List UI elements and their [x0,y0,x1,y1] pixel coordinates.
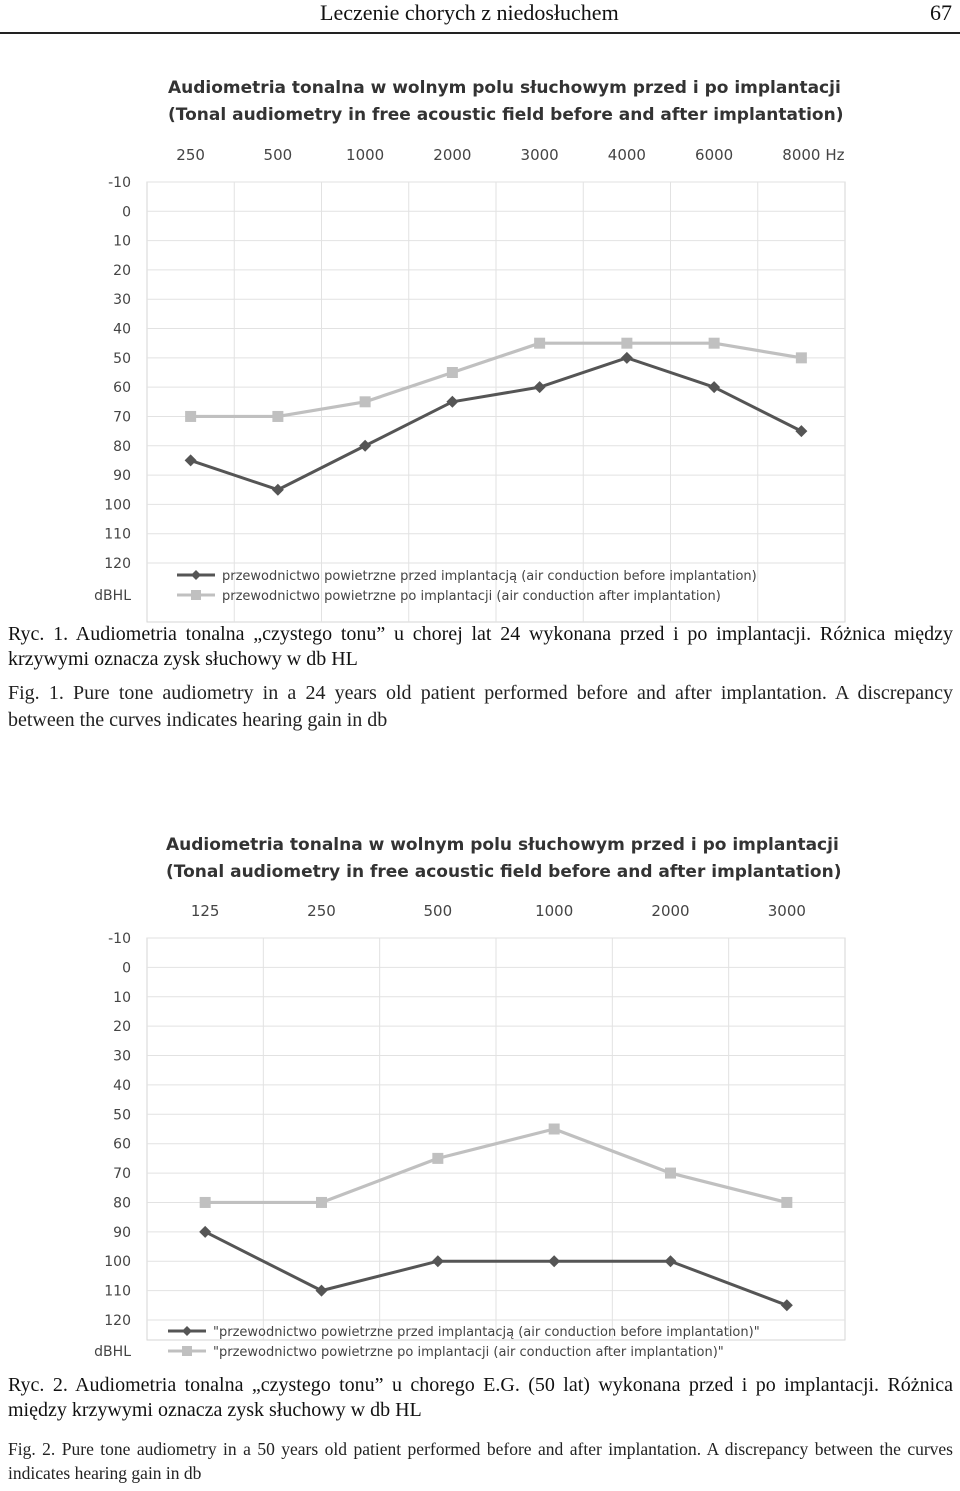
legend-label: "przewodnictwo powietrzne po implantacji (air conduction after implantation)" [213,1345,724,1360]
data-point-after [200,1197,211,1208]
y-tick-label: 0 [122,204,131,221]
legend-label: przewodnictwo powietrzne po implantacji (air conduction after implantation) [222,589,721,604]
y-tick-label: 60 [113,1136,131,1153]
x-tick-label: 2000 [651,902,690,920]
data-point-after [272,411,283,422]
y-tick-label: 70 [113,1166,131,1183]
y-tick-label: 80 [113,1195,131,1212]
data-point-after [432,1153,443,1164]
legend-label: przewodnictwo powietrzne przed implantacją (air conduction before implantation) [222,569,757,584]
x-tick-label: 500 [263,146,293,164]
running-title: Leczenie chorych z niedosłuchem [320,0,619,25]
y-tick-label: 120 [104,1313,131,1329]
y-axis-label: dBHL [94,1344,131,1360]
x-unit-label: Hz [825,146,845,164]
data-point-after [796,352,807,363]
y-tick-label: 20 [113,262,131,279]
data-point-after [665,1168,676,1179]
legend-swatch-marker [182,1346,192,1356]
y-tick-label: 50 [113,1107,131,1124]
y-tick-label: 50 [113,350,131,367]
figure-1-caption-en: Fig. 1. Pure tone audiometry in a 24 years old patient performed before and after implantation. A discrepancy between the curves indicates hearing gain in db [8,682,953,731]
y-tick-label: 10 [113,233,131,250]
data-point-after [549,1124,560,1135]
legend-swatch-marker [191,590,201,600]
chart-title: Audiometria tonalna w wolnym polu słuchowym przed i po implantacji [166,835,839,855]
y-tick-label: 40 [113,321,131,338]
y-tick-label: 10 [113,989,131,1006]
data-point-after [185,411,196,422]
data-point-after [534,338,545,349]
x-tick-label: 3000 [767,902,806,920]
chart-subtitle: (Tonal audiometry in free acoustic field before and after implantation) [166,862,842,882]
y-tick-label: 80 [113,438,131,455]
x-tick-label: 500 [423,902,453,920]
y-tick-label: 40 [113,1077,131,1094]
y-tick-label: 60 [113,380,131,397]
y-tick-label: 110 [104,526,131,543]
data-point-after [316,1197,327,1208]
x-tick-label: 1000 [346,146,385,164]
data-point-after [781,1197,792,1208]
y-tick-label: 30 [113,1048,131,1065]
x-tick-label: 8000 [782,146,821,164]
chart-title: Audiometria tonalna w wolnym polu słuchowym przed i po implantacji [168,78,841,98]
audiogram-chart-1 [0,60,960,615]
y-tick-label: 70 [113,409,131,426]
x-tick-label: 1000 [535,902,574,920]
x-tick-label: 3000 [520,146,559,164]
y-axis-label: dBHL [94,588,131,604]
x-tick-label: 2000 [433,146,472,164]
data-point-after [709,338,720,349]
y-tick-label: 0 [122,960,131,977]
data-point-after [360,396,371,407]
y-tick-label: 20 [113,1019,131,1036]
legend-label: "przewodnictwo powietrzne przed implantacją (air conduction before implantation)" [213,1325,760,1340]
data-point-after [621,338,632,349]
chart-subtitle: (Tonal audiometry in free acoustic field before and after implantation) [168,105,844,125]
figure-2-caption-en: Fig. 2. Pure tone audiometry in a 50 years old patient performed before and after implantation. A discrepancy between the curves indicates hearing gain in db [8,1439,953,1483]
y-tick-label: 30 [113,292,131,309]
y-tick-label: 100 [104,497,131,514]
y-tick-label: 100 [104,1254,131,1271]
x-tick-label: 4000 [607,146,646,164]
page-number: 67 [930,0,952,25]
y-tick-label: 120 [104,556,131,572]
x-tick-label: 6000 [695,146,734,164]
data-point-after [447,367,458,378]
x-tick-label: 125 [190,902,220,920]
y-tick-label: 90 [113,468,131,485]
page-header [0,0,960,34]
figure-2-caption-pl: Ryc. 2. Audiometria tonalna „czystego tonu” u chorego E.G. (50 lat) wykonana przed i po implantacji. Różnica między krzywymi oznacza zysk słuchowy w db HL [8,1374,953,1421]
x-tick-label: 250 [176,146,205,164]
y-tick-label: -10 [108,175,131,191]
y-tick-label: 90 [113,1224,131,1241]
y-tick-label: -10 [108,931,131,947]
figure-1-caption-pl: Ryc. 1. Audiometria tonalna „czystego tonu” u chorej lat 24 wykonana przed i po implantacji. Różnica między krzywymi oznacza zysk słuchowy w db HL [8,623,953,670]
x-tick-label: 250 [307,902,336,920]
audiogram-chart-2 [0,815,960,1370]
y-tick-label: 110 [104,1283,131,1300]
